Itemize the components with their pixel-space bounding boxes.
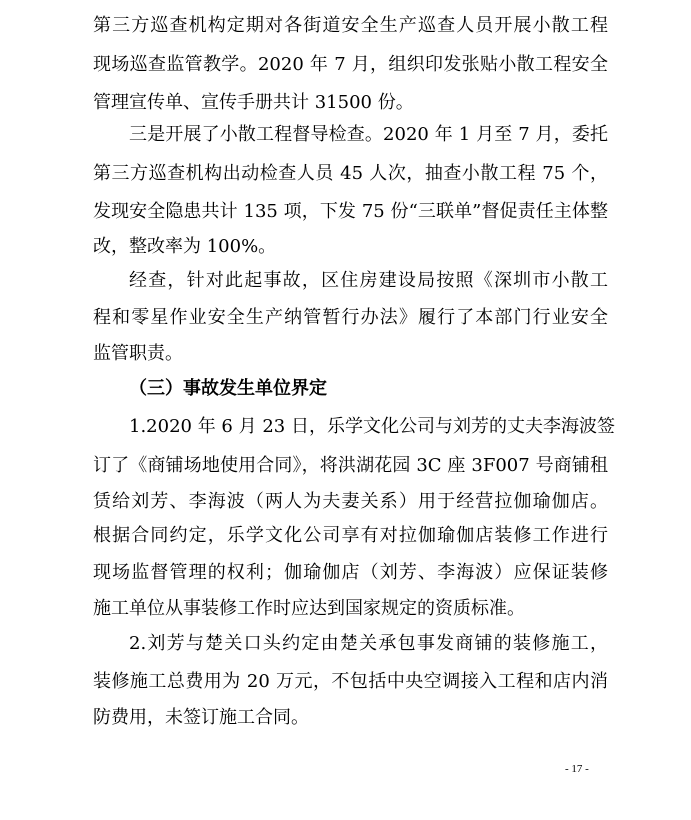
paragraph-6-line-2: 装修施工总费用为 20 万元，不包括中央空调接入工程和店内消 — [93, 671, 608, 692]
paragraph-2-line-1: 三是开展了小散工程督导检查。2020 年 1 月至 7 月，委托 — [129, 124, 608, 145]
paragraph-1-line-3: 管理宣传单、宣传手册共计 31500 份。 — [93, 92, 414, 113]
paragraph-1-line-2: 现场巡查监管教学。2020 年 7 月，组织印发张贴小散工程安全 — [93, 54, 608, 75]
paragraph-2-line-2: 第三方巡查机构出动检查人员 45 人次，抽查小散工程 75 个， — [93, 163, 608, 184]
paragraph-6-line-3: 防费用，未签订施工合同。 — [93, 707, 309, 728]
paragraph-5-line-6: 施工单位从事装修工作时应达到国家规定的资质标准。 — [93, 598, 525, 619]
paragraph-3-line-3: 监管职责。 — [93, 343, 183, 364]
paragraph-1-line-1: 第三方巡查机构定期对各街道安全生产巡查人员开展小散工程 — [93, 15, 608, 36]
paragraph-2-line-3: 发现安全隐患共计 135 项，下发 75 份“三联单”督促责任主体整 — [93, 201, 608, 222]
paragraph-2-line-4: 改，整改率为 100%。 — [93, 236, 277, 257]
paragraph-5-line-1: 1.2020 年 6 月 23 日，乐学文化公司与刘芳的丈夫李海波签 — [129, 416, 615, 437]
paragraph-5-line-5: 现场监督管理的权利；伽瑜伽店（刘芳、李海波）应保证装修 — [93, 562, 608, 583]
paragraph-5-line-3: 赁给刘芳、李海波（两人为夫妻关系）用于经营拉伽瑜伽店。 — [93, 491, 608, 512]
paragraph-3-line-2: 程和零星作业安全生产纳管暂行办法》履行了本部门行业安全 — [93, 307, 608, 328]
paragraph-3-line-1: 经查，针对此起事故，区住房建设局按照《深圳市小散工 — [129, 270, 608, 291]
paragraph-5-line-4: 根据合同约定，乐学文化公司享有对拉伽瑜伽店装修工作进行 — [93, 525, 608, 546]
paragraph-6-line-1: 2.刘芳与楚关口头约定由楚关承包事发商铺的装修施工， — [129, 633, 608, 654]
section-heading: （三）事故发生单位界定 — [129, 378, 327, 399]
page-number: - 17 - — [565, 763, 589, 775]
paragraph-5-line-2: 订了《商铺场地使用合同》，将洪湖花园 3C 座 3F007 号商铺租 — [93, 455, 608, 476]
